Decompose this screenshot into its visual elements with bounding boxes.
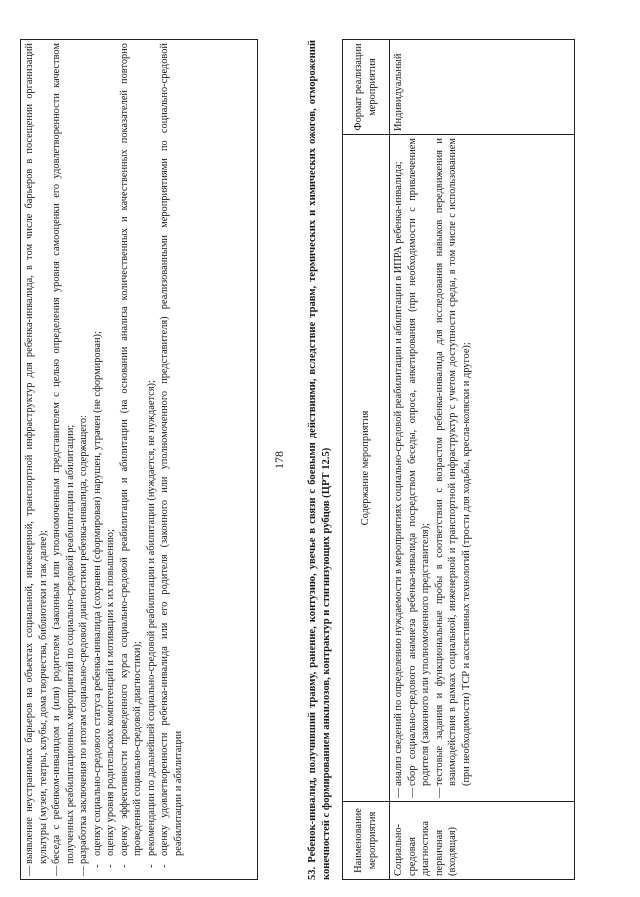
dash-marker: — [24,865,35,876]
list-item-text: оценку уровня родительских компетенций и мотивации к их повышению; [105,529,117,856]
sub-list [91,43,186,876]
list-item [406,138,433,798]
dash-marker: - [105,864,117,868]
continued-table [20,39,258,880]
sub-list-item [104,43,118,868]
list-item-text: разработка заключения по итогам социально-средовой диагностики ребенка-инвалида, содержащего: [78,415,90,864]
list-item [433,138,474,798]
sub-list-item [145,43,159,868]
dash-marker: - [145,864,157,868]
sub-list-item [118,43,145,868]
list-item [392,138,406,798]
section-heading: 53. Ребенок-инвалид, получивший травму, ранение, контузию, увечье в связи с боевыми действиями, вследствие травм, термических и химических ожогов, отморожений конечностей с формированием анкилозов, контрактур и стигнизующих рубцов (ЦРТ 12.5) [307,40,332,880]
list-item [50,43,77,876]
dash-marker: — [393,787,404,798]
column-header-format: Формат реализации мероприятия [343,40,390,135]
dash-marker: - [118,864,130,868]
table-row [390,40,575,880]
list-item-text: оценку социально-средового статуса ребенка-инвалида (сохранен (сформирован) нарушен, утрачен (не сформирован); [91,331,103,856]
list-item-text: рекомендации по дальнейшей социально-средовой реабилитации и абилитации (нуждается, не нуждается); [145,380,157,856]
measure-content-cell [390,135,575,802]
list-item-text: тестовые задания и функциональные пробы в соответствии с возрастом ребенка-инвалида для исследования навыков передвижения и взаимодействия в рамках социальной, инженерной и транспортной инфраструктур с учетом доступности среды, в том числе с использованием (при необходимости) ТСР и ассистивных технологий (трости для ходьбы, кресла-коляски и другое); [433,138,472,786]
list-item [77,43,91,876]
list-item-text: анализ сведений по определению нуждаемости в мероприятиях социально-средовой реабилитации и абилитации в ИПРА ребенка-инвалида; [393,161,404,786]
rotated-document-page [20,40,600,880]
table-row [21,40,258,880]
dash-marker: — [433,787,445,798]
sub-list-item [91,43,105,868]
measure-name-cell: Социально-средовая диагностика первичная (входящая) [390,802,575,880]
sub-list-item [158,43,185,868]
dash-marker: — [78,865,90,876]
list-item [23,43,50,876]
list-item-text: беседа с ребенком-инвалидом и (или) родителем (законным или уполномоченным представителем с целью определения уровня самооценки его удовлетворенности качеством полученных реабилитационных мероприятий по социально-средовой реабилитации и абилитации; [51,43,76,864]
dash-marker: - [91,864,103,868]
dash-marker: — [51,865,63,876]
column-header-name: Наименование мероприятия [343,802,390,880]
dash-marker: - [159,864,171,868]
measure-format-cell: Индивидуальный [390,40,575,135]
list-item-text: выявление неустранимых барьеров на объектах социальной, инженерной, транспортной инфраструктур для ребенка-инвалида, в том числе барьеров в посещении организаций культуры (музеи, театры, клубы, дома творчества, библиотеки и так далее); [24,43,49,864]
measures-table [342,39,575,880]
column-header-content: Содержание мероприятия [343,135,390,802]
table-cell-content [21,40,258,880]
list-item-text: оценку удовлетворенности ребенка-инвалида или его родителя (законного или уполномоченного представителя) реализованными мероприятиями по социально-средовой реабилитации и абилитации [159,43,184,856]
list-item-text: сбор социально-средового анамнеза ребенка-инвалида посредством беседы, опроса, анкетирования (при необходимости с привлечением родителя (законного или уполномоченного представителя); [406,138,432,786]
dash-marker: — [406,787,418,798]
page-number: 178 [272,451,286,469]
list-item-text: оценку эффективности проведенного курса социально-средовой реабилитации и абилитации (на основании анализа количественных и качественных показателей повторно проведенной социально-средовой диагностики); [118,43,144,856]
table-header-row [343,40,390,880]
